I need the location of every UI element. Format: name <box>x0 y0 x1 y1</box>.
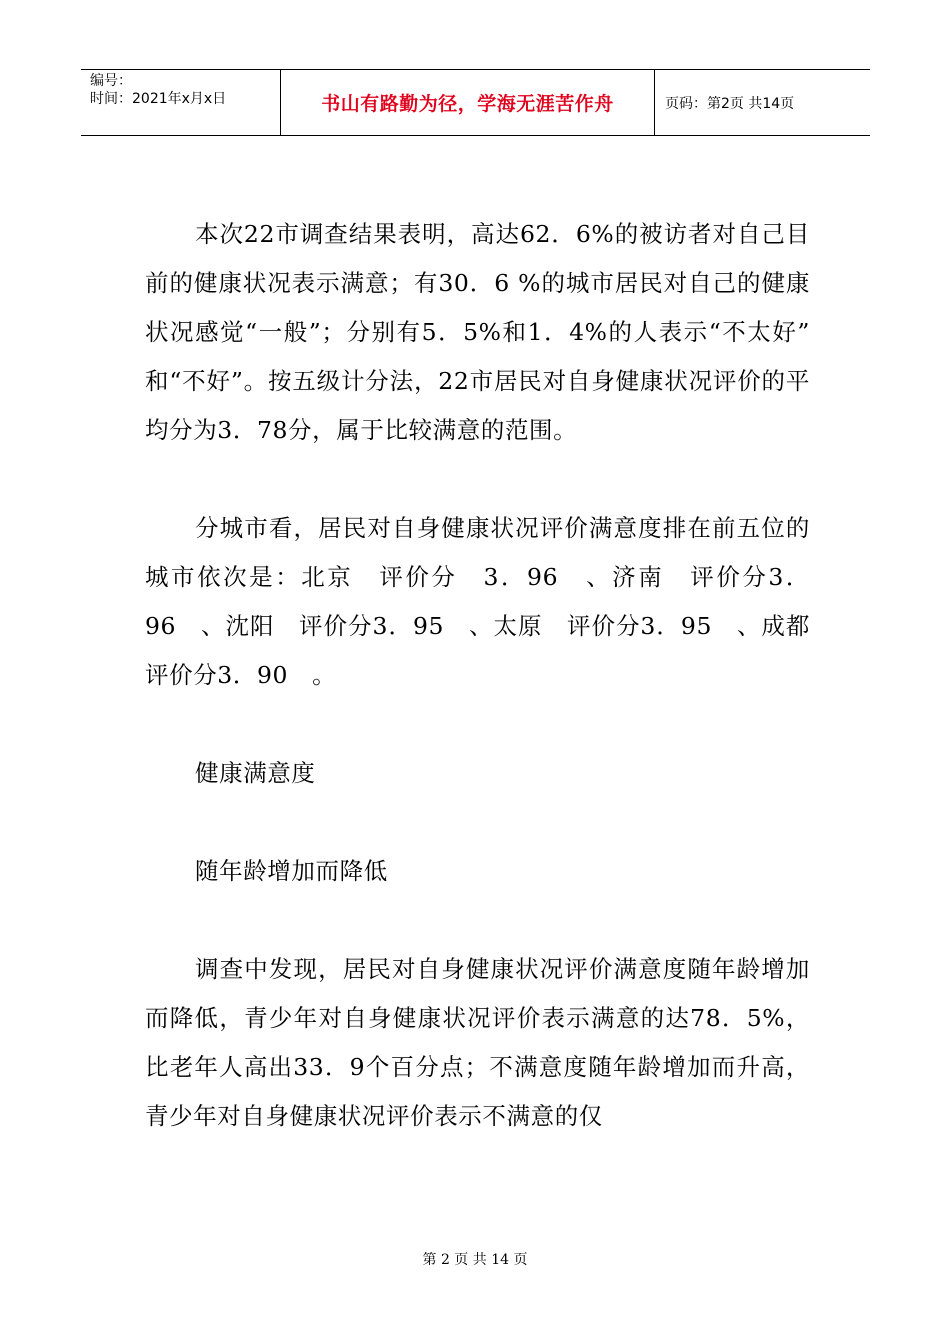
document-number-label: 编号： <box>90 73 132 89</box>
paragraph-spacer <box>145 700 810 749</box>
header-meta-cell <box>81 70 281 135</box>
paragraph-spacer <box>145 798 810 847</box>
paragraph-city-ranking: 分城市看，居民对自身健康状况评价满意度排在前五位的城市依次是：北京 评价分 3．96 、济南 评价分3．96 、沈阳 评价分3．95 、太原 评价分3．95 、成都 评价分3．90 。 <box>145 514 835 689</box>
paragraph-spacer <box>145 455 810 504</box>
section-subheading-age: 随年龄增加而降低 <box>195 857 388 885</box>
header-page-cell <box>655 70 870 135</box>
document-date-label: 时间：2021年x月x日 <box>90 91 227 107</box>
paragraph-age-finding: 调查中发现，居民对自身健康状况评价满意度随年龄增加而降低，青少年对自身健康状况评价表示满意的达78．5%，比老年人高出33．9个百分点；不满意度随年龄增加而升高，青少年对自身健康状况评价表示不满意的仅 <box>145 955 810 1130</box>
paragraph-survey-result: 本次22市调查结果表明，高达62．6%的被访者对自己目前的健康状况表示满意；有30．6 %的城市居民对自己的健康状况感觉“一般”；分别有5．5%和1．4%的人表示“不太好” 和“不好”。按五级计分法，22市居民对自身健康状况评价的平均分为3．78分，属于比较满意的范围。 <box>145 220 835 444</box>
section-heading-satisfaction: 健康满意度 <box>195 759 316 787</box>
header-motto-cell <box>281 70 655 135</box>
document-body <box>145 210 835 1141</box>
header-page-info: 页码：第2页 共14页 <box>665 95 795 112</box>
header-motto: 书山有路勤为径，学海无涯苦作舟 <box>321 93 614 115</box>
paragraph-spacer <box>145 896 810 945</box>
header-table <box>81 69 870 136</box>
page-footer: 第 2 页 共 14 页 <box>422 1252 528 1268</box>
